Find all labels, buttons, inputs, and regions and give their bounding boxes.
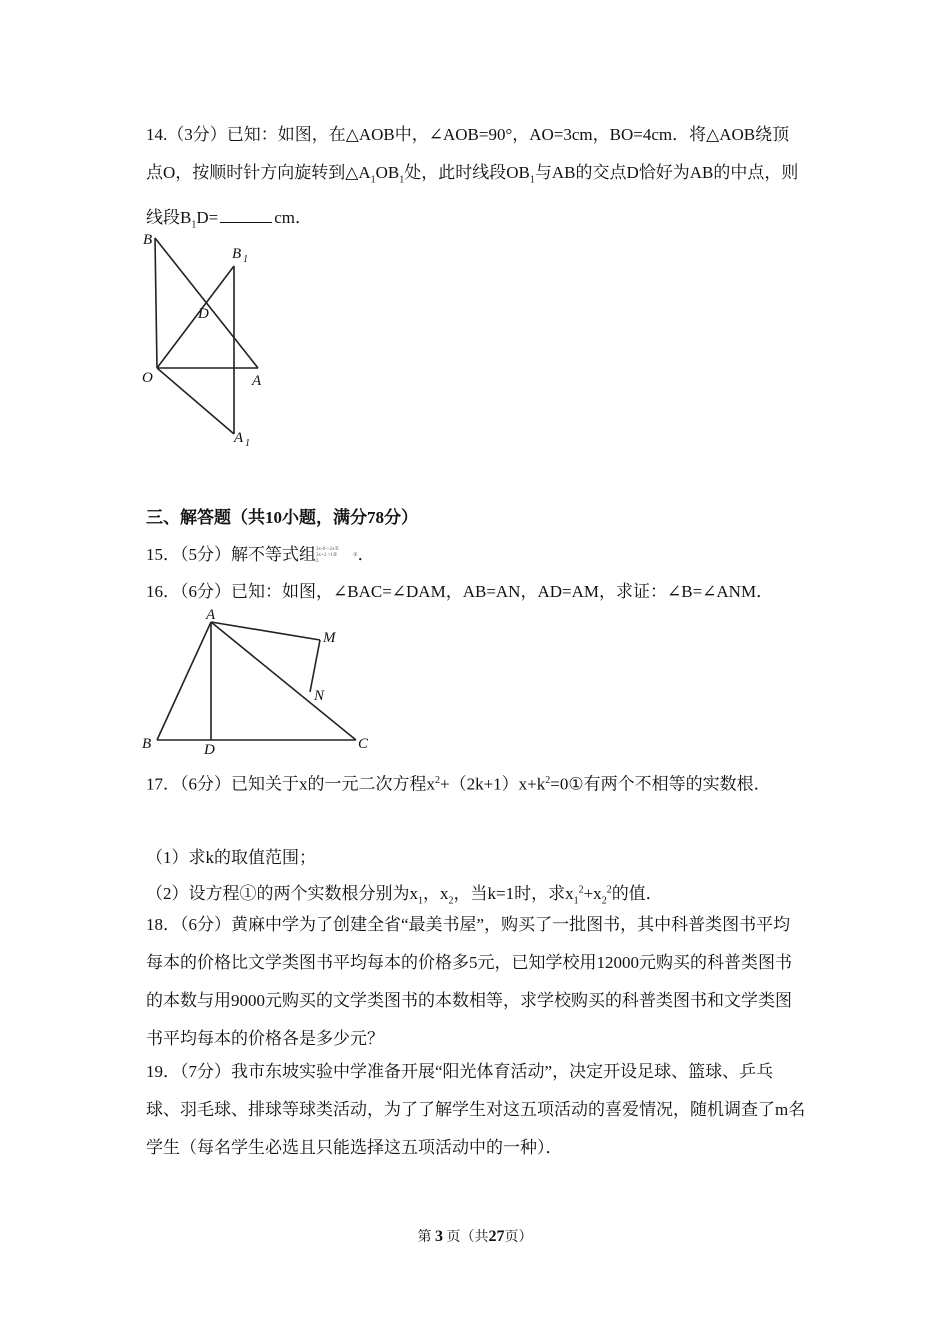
question-18: 18．（6分）黄麻中学为了创建全省“最美书屋”，购买了一批图书，其中科普类图书平均每本的价格比文学类图书平均每本的价格多5元，已知学校用12000元购买的科普类图书的本数与用9000元购买的文学类图书的本数相等，求学校购买的科普类图书和文学类图书平均每本的价格各是多少元？ [146,915,792,1048]
label-M: M [323,630,336,646]
answer-blank[interactable] [220,208,272,223]
question-17-part-1: （1）求k的取值范围； [146,848,316,867]
label-B1-sub: 1 [243,254,248,265]
figure-triangle-abc [140,604,380,760]
question-19: 19．（7分）我市东坡实验中学准备开展“阳光体育活动”，决定开设足球、篮球、乒乓球、羽毛球、排球等球类活动，为了了解学生对这五项活动的喜爱情况，随机调查了m名学生（每名学生必选且只能选择这五项活动中的一种）． [146,1062,806,1157]
question-15: 15．（5分）解不等式组3x-6<-2x① 3x+2 >1② 2②． [146,545,375,565]
question-14: 14.（3分）已知：如图，在△AOB中，∠AOB=90°，AO=3cm，BO=4cm．将△AOB绕顶点O，按顺时针方向旋转到$\triangle A_1OB_1$处，此时线段$OB_1$与AB的交点D恰好为AB的中点，则线段$B_1D=$ cm． [146,125,799,231]
label-O: O [142,370,153,386]
page-footer: 第 3 页（共27页） [417,1228,533,1245]
question-17: 17．（6分）已知关于x的一元二次方程$x^2+(2k+1)x+k^2=0①$有两个不相等的实数根． [146,774,771,794]
label-A1: A [234,430,244,446]
section-heading: 三、解答题（共10小题，满分78分） [146,508,418,527]
question-16: 16．（6分）已知：如图，∠BAC=∠DAM，AB=AN，AD=AM，求证：∠B=∠ANM． [146,582,774,601]
question-17-part-2: （2）设方程①的两个实数根分别为$x_1$，$x_2$，当k=1时，求$x_1^2+x_2^2$的值． [146,884,663,907]
label-B: B [142,736,152,752]
label-A: A [206,607,216,623]
label-D: D [204,742,215,758]
label-A1-sub: 1 [245,438,250,449]
figure-triangle-rotation [140,228,270,454]
label-B: B [143,232,153,248]
label-D: D [198,306,209,322]
label-A: A [252,373,262,389]
label-B1: B [232,246,242,262]
inequality-system: 3x-6<-2x① 3x+2 >1② 2 [316,547,340,565]
label-N: N [314,688,325,704]
label-C: C [358,736,369,752]
